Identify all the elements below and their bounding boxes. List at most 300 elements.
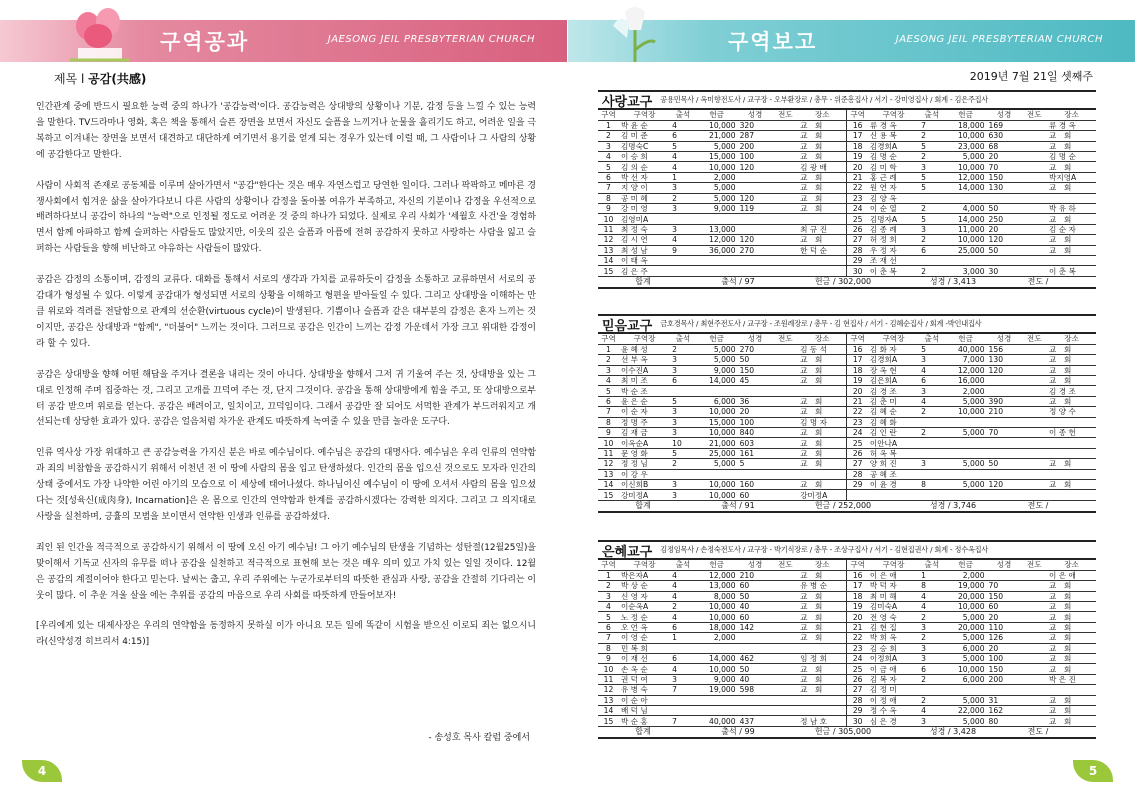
table-cell: 교 회 <box>1047 612 1096 622</box>
table-header-row <box>598 110 1096 120</box>
table-cell <box>1021 716 1047 726</box>
table-cell: 이정희A <box>868 654 919 664</box>
table-row <box>598 490 1096 500</box>
table-row <box>598 417 1096 427</box>
table-cell <box>738 266 773 276</box>
table-cell: 10,000 <box>945 162 987 172</box>
table-cell <box>738 695 773 705</box>
district-staff: 공용민목사 / 옥미향전도사 / 교구장 - 오부환장로 / 총무 - 위준흥집사 / 서기 - 강미영집사 / 회계 - 김은주집사 <box>660 95 989 104</box>
table-cell: 16 <box>847 120 868 130</box>
table-cell <box>773 685 799 695</box>
table-cell: 22,000 <box>945 705 987 715</box>
table-cell: 10,000 <box>945 235 987 245</box>
table-cell: 교 회 <box>798 141 847 151</box>
table-cell: 김 현 집 <box>868 622 919 632</box>
table-cell: 7 <box>598 633 619 643</box>
table-row <box>598 183 1096 193</box>
table-cell: 14,000 <box>945 214 987 224</box>
table-cell: 이 강 우 <box>619 469 670 479</box>
table-cell: 20 <box>987 643 1022 653</box>
table-cell: 437 <box>738 716 773 726</box>
total-evangelism: 전도 / <box>1027 277 1049 287</box>
table-cell: 류 경 옥 <box>1047 120 1096 130</box>
table-cell: 2 <box>919 612 945 622</box>
right-banner-title: 구역보고 <box>728 30 818 54</box>
district-staff: 김정임목사 / 손정숙전도사 / 교구장 - 박기식장로 / 총무 - 조상구집사 / 서기 - 김현집권사 / 회계 - 정수옥집사 <box>660 545 989 554</box>
table-cell <box>1021 602 1047 612</box>
total-attend: 출석 / 91 <box>721 501 755 511</box>
table-cell: 교 회 <box>798 602 847 612</box>
table-row <box>598 193 1096 203</box>
column-header: 헌금 <box>945 560 987 570</box>
table-cell: 6,000 <box>945 674 987 684</box>
table-cell <box>945 255 987 265</box>
table-cell: 문 영 화 <box>619 448 670 458</box>
table-cell: 강 미 영 <box>619 204 670 214</box>
table-cell: 교 회 <box>1047 183 1096 193</box>
total-row <box>598 501 1096 513</box>
table-cell <box>1047 417 1096 427</box>
district-name: 은혜교구 <box>602 544 653 560</box>
table-cell: 김 시 연 <box>619 235 670 245</box>
table-cell <box>1021 183 1047 193</box>
table-cell <box>773 705 799 715</box>
table-cell: 김 춘 미 <box>868 396 919 406</box>
table-cell: 4 <box>919 705 945 715</box>
table-cell: 15 <box>598 266 619 276</box>
table-cell <box>1047 685 1096 695</box>
table-cell: 4 <box>670 581 696 591</box>
table-cell: 250 <box>987 214 1022 224</box>
table-cell: 2 <box>919 674 945 684</box>
column-header: 성경 <box>987 560 1022 570</box>
table-cell <box>773 386 799 396</box>
table-cell: 2 <box>919 152 945 162</box>
table-cell <box>773 438 799 448</box>
table-cell: 100 <box>987 654 1022 664</box>
table-cell: 36 <box>738 396 773 406</box>
district-table <box>598 110 1096 277</box>
total-attend: 출석 / 97 <box>721 277 755 287</box>
table-row <box>598 120 1096 130</box>
table-row <box>598 674 1096 684</box>
table-cell: 교 회 <box>798 674 847 684</box>
table-cell: 신 용 복 <box>868 131 919 141</box>
table-cell: 4 <box>919 591 945 601</box>
table-row <box>598 591 1096 601</box>
table-cell: 5,000 <box>696 141 738 151</box>
table-row <box>598 131 1096 141</box>
table-cell: 1 <box>598 570 619 580</box>
table-cell <box>1021 469 1047 479</box>
table-cell: 60 <box>987 602 1022 612</box>
table-cell: 5,000 <box>945 428 987 438</box>
table-cell <box>1021 396 1047 406</box>
table-cell: 이순옥A <box>619 602 670 612</box>
table-cell: 원 연 자 <box>868 183 919 193</box>
table-row <box>598 214 1096 224</box>
table-cell: 김 승 희 <box>868 643 919 653</box>
table-cell: 4 <box>670 120 696 130</box>
table-cell: 25 <box>847 664 868 674</box>
column-header: 구역장 <box>868 110 919 120</box>
column-header: 구역장 <box>619 110 670 120</box>
column-header: 구역 <box>847 334 868 344</box>
table-cell <box>987 417 1022 427</box>
table-cell: 5,000 <box>696 355 738 365</box>
table-row <box>598 235 1096 245</box>
table-cell <box>987 376 1022 386</box>
district-name: 사랑교구 <box>602 94 653 110</box>
table-cell <box>773 376 799 386</box>
table-cell: 50 <box>738 664 773 674</box>
table-cell: 12,000 <box>696 570 738 580</box>
flower-icon <box>60 2 140 64</box>
table-cell <box>1047 469 1096 479</box>
table-cell <box>773 591 799 601</box>
table-cell: 임 정 희 <box>798 654 847 664</box>
table-cell: 9,000 <box>696 674 738 684</box>
table-cell: 15,000 <box>696 152 738 162</box>
table-cell: 22 <box>847 407 868 417</box>
table-cell <box>670 386 696 396</box>
table-cell: 25 <box>847 438 868 448</box>
table-cell: 18 <box>847 365 868 375</box>
table-row <box>598 365 1096 375</box>
table-cell: 10,000 <box>696 162 738 172</box>
table-cell: 교 회 <box>1047 633 1096 643</box>
table-cell <box>1021 120 1047 130</box>
table-cell: 2,000 <box>696 633 738 643</box>
table-cell: 2 <box>670 602 696 612</box>
table-cell: 교 회 <box>798 685 847 695</box>
table-cell: 오 언 옥 <box>619 622 670 632</box>
table-cell: 10 <box>670 438 696 448</box>
column-header: 출석 <box>919 334 945 344</box>
table-cell: 6 <box>670 622 696 632</box>
table-cell: 교 회 <box>798 235 847 245</box>
table-row <box>598 386 1096 396</box>
table-cell: 5 <box>919 183 945 193</box>
table-cell: 9 <box>598 428 619 438</box>
left-banner-title: 구역공과 <box>160 30 250 54</box>
table-cell <box>1047 448 1096 458</box>
table-row <box>598 266 1096 276</box>
table-cell: 허 옥 복 <box>868 448 919 458</box>
table-cell: 이 정 애 <box>868 695 919 705</box>
table-cell: 김 화 자 <box>868 344 919 354</box>
table-cell <box>798 469 847 479</box>
table-cell: 18,000 <box>696 622 738 632</box>
table-cell: 22 <box>847 183 868 193</box>
table-cell: 김 동 석 <box>798 344 847 354</box>
left-banner-subtitle: JAESONG JEIL PRESBYTERIAN CHURCH <box>327 34 535 45</box>
table-cell: 70 <box>987 428 1022 438</box>
table-cell: 김 정 미 <box>868 685 919 695</box>
table-cell: 7 <box>598 407 619 417</box>
table-cell <box>670 705 696 715</box>
table-cell <box>1021 204 1047 214</box>
table-cell: 13 <box>598 245 619 255</box>
table-cell: 21,000 <box>696 131 738 141</box>
table-cell: 김 명 순 <box>868 152 919 162</box>
table-row <box>598 570 1096 580</box>
table-cell <box>1021 654 1047 664</box>
table-cell: 21 <box>847 622 868 632</box>
table-cell: 이 재 선 <box>619 654 670 664</box>
total-label: 합계 <box>635 277 651 287</box>
table-cell: 156 <box>987 344 1022 354</box>
table-cell: 3 <box>670 365 696 375</box>
table-cell: 6 <box>670 131 696 141</box>
table-cell: 6,000 <box>945 643 987 653</box>
table-cell <box>670 695 696 705</box>
table-cell: 최 정 숙 <box>619 224 670 234</box>
district-table <box>598 334 1096 501</box>
table-cell: 2 <box>919 266 945 276</box>
table-cell <box>919 417 945 427</box>
table-cell <box>1021 162 1047 172</box>
district-header <box>598 314 1096 334</box>
table-cell: 26 <box>847 448 868 458</box>
table-cell: 598 <box>738 685 773 695</box>
table-cell: 14 <box>598 705 619 715</box>
table-cell <box>773 459 799 469</box>
table-cell: 17 <box>847 581 868 591</box>
table-cell: 6 <box>670 654 696 664</box>
table-cell: 교 회 <box>1047 716 1096 726</box>
table-cell: 40 <box>738 602 773 612</box>
table-cell: 김 종 례 <box>868 224 919 234</box>
table-cell: 허 정 희 <box>868 235 919 245</box>
table-cell: 5 <box>598 386 619 396</box>
table-cell: 25,000 <box>696 448 738 458</box>
table-cell: 김 혜 화 <box>868 417 919 427</box>
table-cell: 28 <box>847 695 868 705</box>
table-cell: 24 <box>847 654 868 664</box>
table-cell: 교 회 <box>1047 479 1096 489</box>
table-cell: 박 순 홍 <box>619 716 670 726</box>
column-header: 출석 <box>919 560 945 570</box>
table-cell <box>773 131 799 141</box>
table-cell: 김영미A <box>619 214 670 224</box>
table-cell: 4 <box>598 376 619 386</box>
table-cell: 교 회 <box>798 376 847 386</box>
table-cell: 9,000 <box>696 365 738 375</box>
table-cell <box>1021 224 1047 234</box>
table-cell: 270 <box>738 245 773 255</box>
table-header-row <box>598 334 1096 344</box>
page-number-right: 5 <box>1073 760 1113 782</box>
table-cell: 5 <box>670 141 696 151</box>
column-header: 출석 <box>670 110 696 120</box>
table-cell: 이 영 순 <box>619 633 670 643</box>
table-cell: 지 양 이 <box>619 183 670 193</box>
table-cell: 19 <box>847 602 868 612</box>
table-cell: 박지영A <box>1047 172 1096 182</box>
table-cell: 160 <box>738 479 773 489</box>
column-header: 전도 <box>1021 334 1047 344</box>
table-cell <box>773 193 799 203</box>
table-cell: 이안나A <box>868 438 919 448</box>
table-cell: 유 병 순 <box>798 581 847 591</box>
table-cell: 조 재 선 <box>868 255 919 265</box>
table-cell <box>1021 193 1047 203</box>
table-cell: 한 덕 순 <box>798 245 847 255</box>
table-cell: 6,000 <box>696 396 738 406</box>
table-cell: 40,000 <box>945 344 987 354</box>
table-cell: 29 <box>847 705 868 715</box>
table-cell <box>919 469 945 479</box>
table-cell: 김경희A <box>868 355 919 365</box>
title-text: 공감(共感) <box>88 72 147 86</box>
table-cell: 최 규 진 <box>798 224 847 234</box>
table-cell: 7 <box>919 120 945 130</box>
table-cell: 4 <box>598 602 619 612</box>
table-cell: 10,000 <box>696 602 738 612</box>
right-banner <box>568 20 1135 62</box>
table-cell: 3 <box>919 459 945 469</box>
table-cell: 유 병 숙 <box>619 685 670 695</box>
table-cell <box>696 705 738 715</box>
table-cell: 150 <box>987 664 1022 674</box>
table-cell: 민 복 희 <box>619 643 670 653</box>
table-row <box>598 664 1096 674</box>
table-cell: 5 <box>670 448 696 458</box>
table-cell: 14 <box>598 255 619 265</box>
table-cell: 김 명 자 <box>798 417 847 427</box>
table-cell: 교 회 <box>1047 131 1096 141</box>
table-cell: 50 <box>987 204 1022 214</box>
table-cell: 3 <box>670 674 696 684</box>
table-cell: 10,000 <box>945 407 987 417</box>
table-cell: 50 <box>987 245 1022 255</box>
table-cell <box>1021 581 1047 591</box>
table-cell: 5 <box>919 141 945 151</box>
table-cell: 3 <box>919 224 945 234</box>
table-cell: 30 <box>987 266 1022 276</box>
table-cell <box>1021 448 1047 458</box>
table-cell: 20 <box>987 152 1022 162</box>
table-cell: 20 <box>847 386 868 396</box>
column-header: 전도 <box>1021 110 1047 120</box>
table-cell: 이수진A <box>619 365 670 375</box>
table-cell: 13,000 <box>696 224 738 234</box>
table-cell <box>1021 141 1047 151</box>
table-cell: 이 금 애 <box>868 664 919 674</box>
table-cell: 12,000 <box>945 172 987 182</box>
table-cell <box>773 654 799 664</box>
table-row <box>598 355 1096 365</box>
table-cell: 8 <box>598 643 619 653</box>
table-cell <box>773 355 799 365</box>
table-cell: 10,000 <box>696 612 738 622</box>
table-cell: 3 <box>919 654 945 664</box>
table-cell: 1 <box>670 633 696 643</box>
table-cell: 18 <box>847 141 868 151</box>
table-cell <box>1021 438 1047 448</box>
table-cell <box>738 643 773 653</box>
table-cell: 김명자A <box>868 214 919 224</box>
table-cell <box>738 633 773 643</box>
table-cell: 윤 은 순 <box>619 396 670 406</box>
table-cell: 이 순 열 <box>868 204 919 214</box>
column-header: 헌금 <box>945 110 987 120</box>
column-header: 성경 <box>987 334 1022 344</box>
table-cell: 20 <box>847 162 868 172</box>
table-cell <box>773 716 799 726</box>
table-cell <box>1021 355 1047 365</box>
table-cell <box>1021 245 1047 255</box>
table-cell: 강미정A <box>798 490 847 500</box>
table-cell: 교 회 <box>1047 622 1096 632</box>
table-cell <box>1021 633 1047 643</box>
total-bible: 성경 / 3,428 <box>929 727 977 737</box>
table-cell: 최 성 남 <box>619 245 670 255</box>
table-cell: 4 <box>670 152 696 162</box>
table-cell <box>773 674 799 684</box>
table-row <box>598 622 1096 632</box>
table-cell <box>738 183 773 193</box>
table-cell: 8,000 <box>696 591 738 601</box>
table-cell: 10,000 <box>696 664 738 674</box>
table-cell: 손 옥 순 <box>619 664 670 674</box>
table-cell: 5,000 <box>696 183 738 193</box>
table-cell: 30 <box>847 266 868 276</box>
table-cell: 5,000 <box>945 396 987 406</box>
table-cell: 3 <box>670 417 696 427</box>
table-cell: 126 <box>987 633 1022 643</box>
table-cell: 22 <box>847 633 868 643</box>
table-cell <box>773 224 799 234</box>
table-cell: 3 <box>670 183 696 193</box>
table-row <box>598 396 1096 406</box>
table-cell: 8 <box>919 479 945 489</box>
table-cell: 23,000 <box>945 141 987 151</box>
table-cell: 24 <box>847 428 868 438</box>
table-cell <box>738 386 773 396</box>
table-cell: 50 <box>738 591 773 601</box>
table-cell <box>798 214 847 224</box>
table-cell: 박 은 진 <box>1047 674 1096 684</box>
table-cell: 교 회 <box>798 183 847 193</box>
table-cell: 교 회 <box>798 365 847 375</box>
table-cell: 15,000 <box>696 417 738 427</box>
table-cell: 150 <box>987 591 1022 601</box>
table-cell: 9 <box>598 654 619 664</box>
table-cell: 6 <box>919 376 945 386</box>
table-cell: 10 <box>598 214 619 224</box>
column-header: 헌금 <box>696 560 738 570</box>
column-header: 전도 <box>1021 560 1047 570</box>
table-cell: 이 종 헌 <box>1047 428 1096 438</box>
paragraph: 공감은 감정의 소통이며, 감정의 교류다. 대화를 통해서 서로의 생각과 가치를 교류하듯이 감정을 소통하고 교류하면서 서로의 공감대가 형성될 수 있다. 이렇게 공감대가 형성되면 서로의 상황을 이해하고 형편을 받아들일 수 있다. 그리고 상대방을 이해하는 만큼 위로와 격려를 전달함으로 관계의 선순환(virtuous cycle)이 발생된다. 기쁨이나 슬픔과 같은 대부분의 감정은 혼자 느끼는 것이지만, 공감은 상대방과 "함께", "더불어" 느끼는 것이다. 그러므로 공감은 인간이 느끼는 감정 가운데서 가장 크고 위대한 감정이라 할 수 있다. <box>36 275 536 349</box>
table-cell: 교 회 <box>1047 365 1096 375</box>
table-cell: 27 <box>847 459 868 469</box>
table-cell: 5 <box>919 344 945 354</box>
total-offering: 헌금 / 302,000 <box>814 277 872 287</box>
table-cell: 320 <box>738 120 773 130</box>
table-cell: 17 <box>847 355 868 365</box>
table-cell: 12,000 <box>696 235 738 245</box>
table-cell: 3 <box>670 204 696 214</box>
table-cell: 교 회 <box>1047 695 1096 705</box>
scripture-quote: [우리에게 있는 대제사장은 우리의 연약함을 동정하지 못하실 이가 아니요 모든 일에 똑같이 시험을 받으신 이로되 죄는 없으시니라(신약성경 히브리서 4:15)] <box>36 621 536 648</box>
table-cell <box>773 570 799 580</box>
table-row <box>598 407 1096 417</box>
table-cell <box>670 214 696 224</box>
table-cell <box>868 490 919 500</box>
